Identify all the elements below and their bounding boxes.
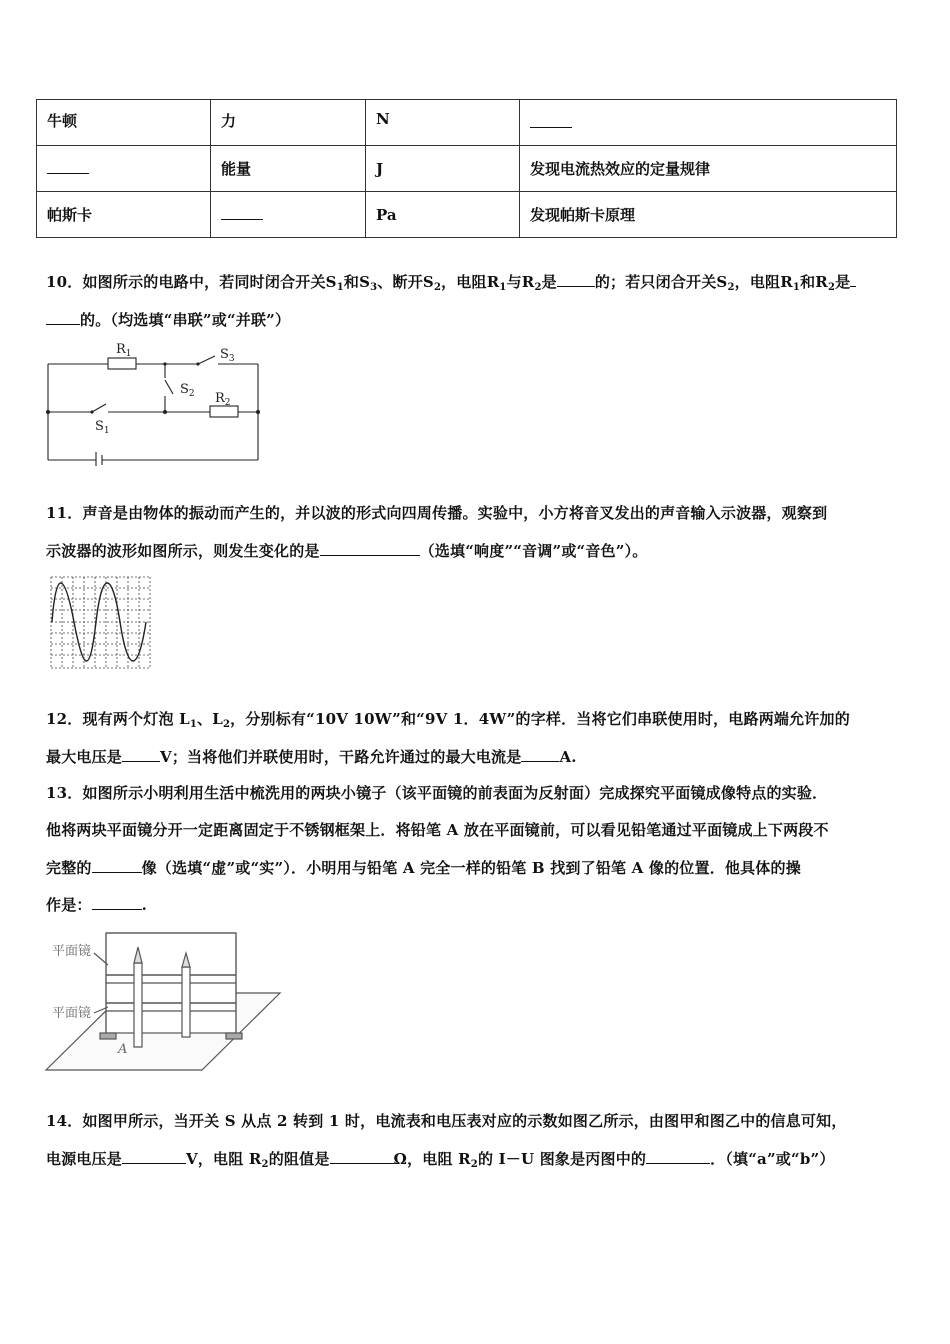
answer-blank [646,1149,710,1164]
resistor-r1-icon [108,358,136,369]
label-mirror-top: 平面镜 [52,944,92,959]
answer-blank [47,159,89,174]
table-cell: N [366,100,520,146]
q11-line2: 示波器的波形如图所示，则发生变化的是 （选填“响度”“音调”或“音色”）。 [46,542,648,560]
answer-blank [122,1149,186,1164]
table-cell: 力 [211,100,366,146]
answer-blank [92,895,142,910]
table-cell: 能量 [211,146,366,192]
table-cell: 帕斯卡 [37,192,211,238]
table-row [37,100,897,146]
q10-line2: 的。（均选填“串联”或“并联”） [46,309,290,330]
q14-line1: 14．如图甲所示，当开关 S 从点 2 转到 1 时，电流表和电压表对应的示数如图乙所示，由图甲和图乙中的信息可知， [46,1112,847,1130]
q13-line1: 13．如图所示小明利用生活中梳洗用的两块小镜子（该平面镜的前表面为反射面）完成探究平面镜成像特点的实验． [46,784,828,802]
table-cell-blank [37,146,211,192]
switch-s3-icon [198,356,215,364]
table-cell: J [366,146,520,192]
label-s2: $S_2$ [180,382,195,399]
table-row [37,192,897,238]
label-s3: $S_3$ [220,347,235,364]
q12-line2: 最大电压是 V；当将他们并联使用时，干路允许通过的最大电流是 A. [46,748,577,766]
q13-line4: 作是： . [46,896,148,914]
label-pencil-a: A [118,1042,128,1057]
q12-line1: 12．现有两个灯泡 $L_1$、$L_2$，分别标有“10V 10W”和“9V 1．4W”的字样．当将它们串联使用时，电路两端允许加的 [46,710,850,730]
table-cell: Pa [366,192,520,238]
q13-line2: 他将两块平面镜分开一定距离固定于不锈钢框架上．将铅笔 A 放在平面镜前，可以看见铅笔通过平面镜成上下两段不 [46,821,829,839]
table-cell: 发现电流热效应的定量规律 [520,146,897,192]
table-cell-blank [211,192,366,238]
q10-line1: 10．如图所示的电路中，若同时闭合开关$S_1$和$S_3$、断开$S_2$，电阻$R_1$与$R_2$是 的；若只闭合开关$S_2$，电阻$R_1$和$R_2$是 [46,271,856,293]
pencil-a-icon [134,963,142,1047]
switch-s1-icon [92,404,106,412]
q13-line3: 完整的 像（选填“虚”或“实”）．小明用与铅笔 A 完全一样的铅笔 B 找到了铅笔 A 像的位置．他具体的操 [46,859,801,877]
label-s1: $S_1$ [95,419,110,436]
label-r1: $R_1$ [116,342,132,359]
q14-line2: 电源电压是 V，电阻 $R_2$的阻值是 Ω，电阻 $R_2$的 I－U 图象是丙图中的 ．（填“a”或“b”） [46,1150,835,1170]
plane-mirror-experiment-figure [44,925,289,1075]
table-cell: 牛顿 [37,100,211,146]
units-table [36,99,897,238]
pencil-b-icon [182,967,190,1037]
answer-blank [850,272,856,287]
oscilloscope-waveform-figure [50,576,152,670]
switch-s2-icon [165,380,173,394]
q10-circuit-diagram [40,338,270,466]
answer-blank [221,205,263,220]
answer-blank [521,747,559,762]
label-mirror-bottom: 平面镜 [52,1006,92,1021]
table-cell-blank [520,100,897,146]
table-row [37,146,897,192]
answer-blank [92,858,142,873]
answer-blank [122,747,160,762]
table-cell: 发现帕斯卡原理 [520,192,897,238]
answer-blank [530,113,572,128]
answer-blank [557,272,595,287]
q11-line1: 11．声音是由物体的振动而产生的，并以波的形式向四周传播。实验中，小方将音叉发出的声音输入示波器，观察到 [46,504,828,522]
answer-blank [46,310,80,325]
answer-blank [330,1149,394,1164]
label-r2: $R_2$ [215,391,231,408]
answer-blank [320,541,420,556]
